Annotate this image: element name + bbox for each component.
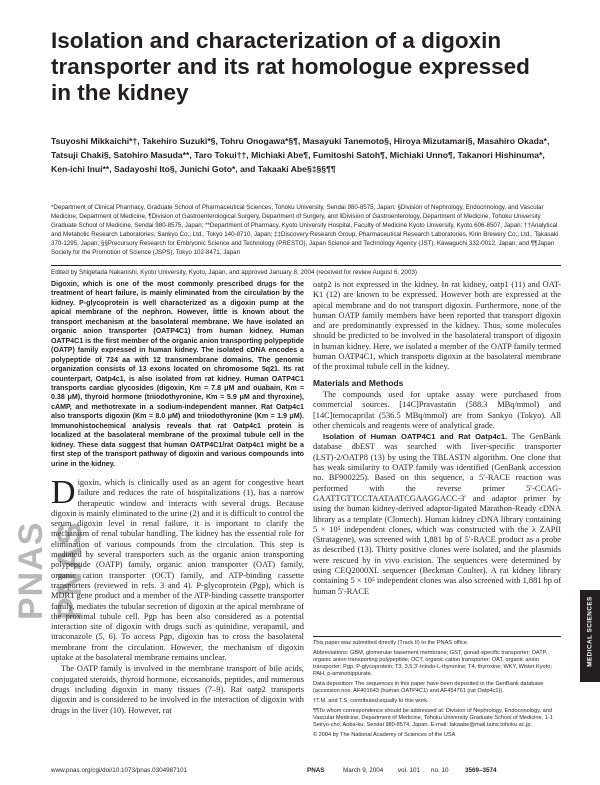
pnas-watermark: PNAS PNAS [12,521,89,620]
footnote-equal-contribution: †T.M. and T.S. contributed equally to this work. [313,697,429,704]
methods-heading: Materials and Methods [313,377,404,388]
doi-link[interactable]: www.pnas.org/cgi/doi/10.1073/pnas.0304987101 [51,767,188,774]
footnote-copyright: © 2004 by The National Academy of Sciences of the USA [313,731,456,738]
isolation-paragraph [313,432,561,597]
abstract: Digoxin, which is one of the most commonly prescribed drugs for the treatment of heart failure, is mainly eliminated from the circulation by the kidney. P-glycoprotein is well characterized as a digoxin pump at the apical membrane of the nephron. However, little is known about the transport mechanism at the basolateral membrane. We have isolated an organic anion transporter (OATP4C1) from human kidney. Human OATP4C1 is the first member of the organic anion transporting polypeptide (OATP) family expressed in human kidney. The isolated cDNA encodes a polypeptide of 724 aa with 12 transmembrane domains. The genomic organization consists of 13 exons located on chromosome 5q21. Its rat counterpart, Oatp4c1, is also isolated from rat kidney. Human OATP4C1 transports cardiac glycosides (digoxin, Km = 7.8 μM and ouabain, Km = 0.38 μM), thyroid hormone (triiodothyronine, Km = 5.9 μM and thyroxine), cAMP, and methotrexate in a sodium-independent manner. Rat Oatp4c1 also transports digoxin (Km = 8.0 μM) and triiodothyronine (Km = 1.9 μM). Immunohistochemical analysis reveals that rat Oatp4c1 protein is localized at the basolateral membrane of the proximal tubule cell in the kidney. These data suggest that human OATP4C1/rat Oatp4c1 might be a first step of the transport pathway of digoxin and various compounds into urine in the kidney. [51,280,304,468]
footer-journal: PNAS [307,767,325,774]
section-tab [580,590,600,682]
footnote-data-deposition: Data deposition: The sequences in this paper have been deposited in the GenBank database (accession nos. AF401643 (human OATP4C1) and AF454761 (rat Oatp4c1)). [313,681,544,695]
footnote-submission: This paper was submitted directly (Track II) to the PNAS office. [313,640,469,646]
footer-number: no. 10 [431,767,449,774]
drop-cap: D [51,474,76,511]
isolation-text: The GenBank database dbEST was searched with liver-specific transporter (LST)-2/OATP8 (13) by using the TBLASTN algorithm. One clone that has weak similarity to OATP family was identified (GenBank accession no. BF900225). Based on this sequence, a 5′-RACE reaction was performed with the reverse primer 5′-CCAG-GAATTGTTCCTAATAATCGAAGGACC-3′ and adaptor primer by using the human kidney-derived adaptor-ligated Marathon-Ready cDNA library as a template (Clontech). Human kidney cDNA library containing 5 × 10⁵ independent clones, which was constructed with the λ ZAPII (Stratagene), was screened with 1,881 bp of 5′-RACE product as a probe as described (13). Thirty positive clones were isolated, and the plasmids were rescued by in vivo excision. The sequences were determined by using CEQ2000XL sequencer (Beckman Coulter). A rat kidney library containing 5 × 10⁵ independent clones was also screened with 1,881 bp of human 5′-RACE [313,432,561,596]
right-paragraph-1: oatp2 is not expressed in the kidney. In rat kidney, oatp1 (11) and OAT-K1 (12) are known to be expressed. However both are expressed at the apical membrane and do not transport digoxin. Furthermore, none of the human OATP family members have been reported that transport digoxin and are predominantly expressed in the kidney. Thus, some molecules should be predicted to be involved in the basolateral transport of digoxin in human kidney. Here, we isolated a member of the OATP family termed human OATP4C1, which transports digoxin at the basolateral membrane of the proximal tubule cell in the kidney. [313,280,561,372]
edited-by-line: Edited by Shigetada Nakanishi, Kyoto University, Kyoto, Japan, and approved January 8, 2004 (received for review August 6, 2003) [51,265,561,276]
footnotes [313,636,561,741]
methods-paragraph: The compounds used for uptake assay were purchased from commercial sources. [14C]Pravastatin (588.3 MBq/mmol) and [14C]temocaprilat (536.5 MBq/mmol) are from Sankyo (Tokyo). All other chemicals and reagents were of analytical grade. [313,389,561,430]
affiliations: *Department of Clinical Pharmacy, Graduate School of Pharmaceutical Sciences, Tohoku University, Sendai 980-8575, Japan; §Division of Nephrology, Endocrinology, and Vascular Medicine, Department of Medicine, ¶Division of Gastroenterological Surgery, Department of Surgery, and ‖Division of Gastroenterology, Department of Medicine, Tohoku University Graduate School of Medicine, Sendai 980-8575, Japan; **Department of Pharmacy, Kyoto University Hospital, Faculty of Medicine Kyoto University, Kyoto 606-8507, Japan; ††Analytical and Metabolic Research Laboratories, Sankyo Co., Ltd., Tokyo 140-8710, Japan; ‡‡Discovery Research Group, Pharmaceutical Research Laboratories, Kirin Brewery Co., Ltd., Takasaki 370-1295, Japan; §§Precursory Research for Embryonic Science and Technology (PRESTO), Japan Science and Technology Agency (JST), Kawaguchi 332-0012, Japan; and ¶¶Japan Society for the Promotion of Science (JSPS), Tokyo 102-8471, Japan [51,204,559,256]
footer-pages: 3569–3574 [465,767,497,774]
intro-paragraph-1-text: igoxin, which is clinically used as an agent for congestive heart failure and reduces the rate of hospitalizations (1), has a narrow therapeutic window and interacts with several drugs. Because digoxin is mainly eliminated to the urine (2) and it is difficult to control the serum digoxin level in renal failure, it is important to clarify the mechanism of renal tubular handling. The kidney has the essential role for elimination of various compounds from the circulation. This step is mediated by several transporters such as the organic anion transporting polypeptide (OATP) family, organic anion transporter (OAT) family, organic cation transporter (OCT) family, and ATP-binding cassette transporters (reviewed in refs. 3 and 4). P-glycoprotein (Pgp), which is MDR1 gene product and a member of the ATP-binding cassette transporter family, mediates the tubular secretion of digoxin at the apical membrane of the proximal tubule cell. Pgp has been also considered as a potential interaction site of digoxin with drugs such as quinidine, verapamil, and itraconazole (5, 6). To access Pgp, digoxin has to cross the basolateral membrane from the circulation. However, the mechanism of digoxin uptake at the basolateral membrane remains unclear. [51,478,304,663]
paper-title: Isolation and characterization of a digoxin transporter and its rat homologue expressed in the kidney [51,28,530,105]
footer-date: March 9, 2004 [343,767,384,774]
right-body-column [313,280,561,597]
intro-paragraph-2: The OATP family is involved in the membrane transport of bile acids, conjugated steroids, thyroid hormone, eicosanoids, peptides, and numerous drugs including digoxin in many tissues (7–9). Rat oatp2 transports digoxin and is considered to be involved in the interaction of digoxin with drugs in the liver (10). However, rat [51,664,304,715]
footnote-abbreviations: Abbreviations: GBM, glomerular basement membrane; GST, gonad-specific transporter; OATP, organic anion transporting polypeptide; OCT, organic cation transporter; OAT, organic anion transporter; Pgp, P-glycoprotein; T3, 3,5,3′-triiodo-L-thyronine; T4, thyroxine; WKY, Wister Kyoto; PAH, p-aminohippurate. [313,649,552,678]
introduction-column [51,474,304,716]
footer-volume: vol. 101 [398,767,421,774]
author-list: Tsuyoshi Mikkaichi*†, Takehiro Suzuki*§, Tohru Onogawa*§¶, Masayuki Tanemoto§, Hiroya Mizutamari§, Masahiro Okada*, Tatsuji Chaki§, Satohiro Masuda**, Taro Tokui††, Michiaki Abe¶, Fumitoshi Satoh¶, Michiaki Unno¶, Takanori Hishinuma*, Ken-ichi Inui**, Sadayoshi Ito§, Junichi Goto*, and Takaaki Abe§‡§§¶¶ [51,136,550,175]
footnote-correspondence: ¶¶To whom correspondence should be addressed at: Division of Nephrology, Endocrinology, and Vascular Medicine, Department of Medicine, Tohoku University Graduate School of Medicine, 1-1 Seiryo-cho, Aoba-ku, Sendai 980-8574, Japan. E-mail: takaabe@mail.tains.tohoku.ac.jp. [313,707,553,729]
isolation-subheading: Isolation of Human OATP4C1 and Rat Oatp4c1. [323,432,508,442]
intro-paragraph-1 [51,474,304,663]
section-tab-label: MEDICAL SCIENCES [586,596,594,667]
